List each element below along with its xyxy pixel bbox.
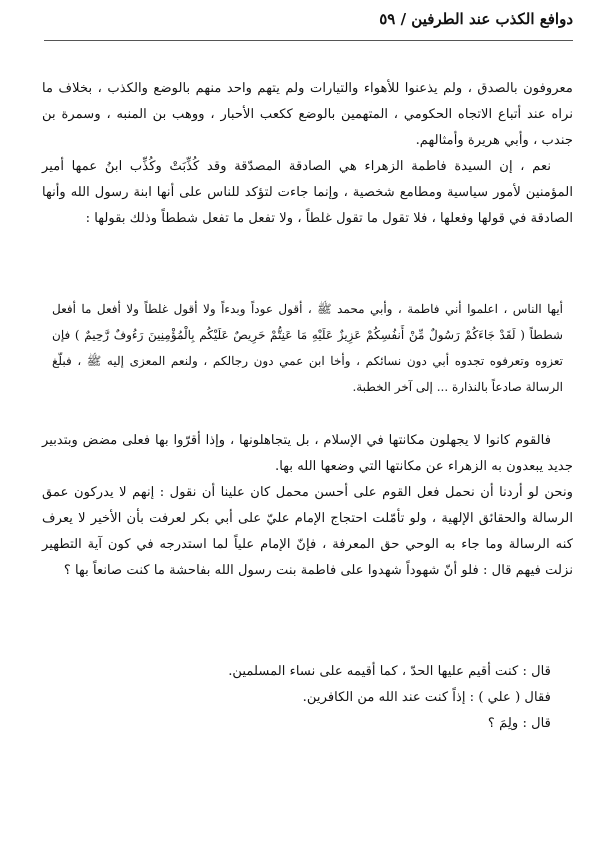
paragraph-3: فالقوم كانوا لا يجهلون مكانتها في الإسلام ، بل يتجاهلونها ، وإذا أقرّوا بها فعلى مضض وبتدبير جديد يبعدون به الزهراء عن مكانتها التي وضعها الله بها.: [42, 433, 573, 474]
paragraph-2: نعم ، إن السيدة فاطمة الزهراء هي الصادقة المصدّقة وقد كُذِّبَتْ وكُذِّب ابنُ عمها أمير المؤمنين لأمور سياسية ومطامع شخصية ، وإنما جاءت لتؤكد للناس على أنها ابنة رسول الله وأنها الصادقة في قولها وفعلها ، فلا تقول ما تقول غلطاً ، ولا تفعل ما تفعل شططاً وذلك بقولها :: [42, 159, 573, 226]
header-title: دوافع الكذب عند الطرفين: [411, 10, 573, 28]
header-separator: /: [395, 10, 412, 28]
dialogue-line-1: قال : كنت أقيم عليها الحدّ ، كما أقيمه على نساء المسلمين.: [228, 664, 551, 679]
upper-body: [42, 76, 573, 232]
dialogue: [42, 659, 551, 737]
paragraph-4: ونحن لو أردنا أن نحمل فعل القوم على أحسن محمل كان علينا أن نقول : إنهم لا يدركون عمق الرسالة والحقائق الإلهية ، ولو تأمّلت احتجاج الإمام عليّ على أبي بكر لعرفت بأن الأخير لا يعرف كنه الرسالة وما جاء به الوحي حق المعرفة ، فإنّ الإمام علياً لما استدرجه في كون آية التطهير نزلت فيهم قال : فلو أنّ شهوداً شهدوا على فاطمة بنت رسول الله بفاحشة ما كنت صانعاً بها ؟: [42, 485, 573, 578]
quote-text: أيها الناس ، اعلموا أني فاطمة ، وأبي محمد ﷺ ، أقول عوداً وبدءاً ولا أقول غلطاً ولا أفعل ما أفعل شططاً ( لَقَدْ جَاءَكُمْ رَسُولٌ مِّنْ أَنفُسِكُمْ عَزِيزٌ عَلَيْهِ مَا عَنِتُّمْ حَرِيصٌ عَلَيْكُم بِالْمُؤْمِنِينَ رَءُوفٌ رَّحِيمٌ ) فإن تعزوه وتعرفوه تجدوه أبي دون نسائكم ، وأخا ابن عمي دون رجالكم ، ولنعم المعزى إليه ﷺ ، فبلّغ الرسالة صادعاً بالنذارة ... إلى آخر الخطبة.: [52, 302, 563, 394]
header-rule: [44, 40, 573, 41]
lower-body: [42, 428, 573, 584]
page-number: ٥٩: [379, 10, 396, 28]
running-header: [379, 10, 573, 28]
sermon-quote: [52, 296, 563, 400]
dialogue-line-2: فقال ( علي ) : إذاً كنت عند الله من الكافرين.: [302, 690, 551, 705]
dialogue-line-3: قال : ولِمَ ؟: [487, 716, 551, 731]
paragraph-1: معروفون بالصدق ، ولم يذعنوا للأهواء والتيارات ولم يتهم واحد منهم بالوضع والكذب ، بخلاف ما نراه عند أتباع الاتجاه الحكومي ، المتهمين بالوضع ككعب الأحبار ، ووهب بن المنبه ، وسمرة بن جندب ، وأبي هريرة وأمثالهم.: [42, 81, 573, 148]
